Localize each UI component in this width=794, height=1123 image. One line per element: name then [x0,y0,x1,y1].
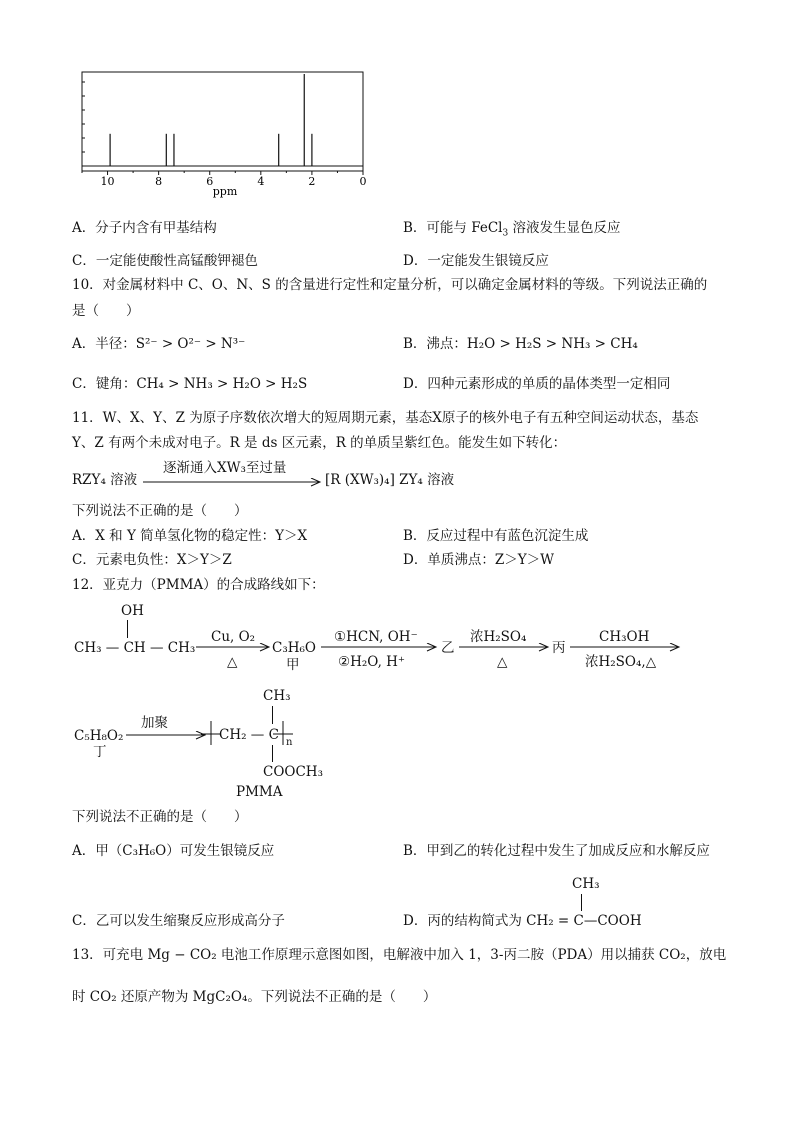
q12-option-d-ch3: CH₃ [572,876,600,892]
q12-start-bond [127,620,128,638]
nmr-frame [82,72,363,171]
q11-stem-line1: 11．W、X、Y、Z 为原子序数依次增大的短周期元素，基态X原子的核外电子有五种空间运动状态，基态 [72,410,699,426]
q12-start-oh: OH [121,603,144,619]
q9-option-a: A．分子内含有甲基结构 [72,220,217,236]
q12-stem: 12．亚克力（PMMA）的合成路线如下： [72,577,325,593]
q10-option-b: B．沸点：H₂O > H₂S > NH₃ > CH₄ [403,336,638,352]
q12-option-b: B．甲到乙的转化过程中发生了加成反应和水解反应 [403,843,710,859]
q12-step2-arrow [321,643,439,653]
q12-pmma-top: CH₃ [263,688,291,704]
q11-option-d: D．单质沸点：Z＞Y＞W [403,552,554,568]
q9-option-c: C．一定能使酸性高锰酸钾褪色 [72,253,258,269]
q10-stem-line2: 是（ ） [72,303,140,319]
q12-yi-label: 乙 [441,640,455,656]
q12-step4-condition: 浓H₂SO₄,△ [585,654,657,670]
nmr-tick-label: 2 [308,175,316,188]
q13-line2: 时 CO₂ 还原产物为 MgC₂O₄。下列说法不正确的是（ ） [72,989,437,1005]
q12-pmma-chain: CH₂ — C [219,727,279,743]
q12-step5-reagent: 加聚 [141,715,168,731]
q12-jia-label: 甲 [286,657,300,673]
q12-step2-reagent: ①HCN, OH⁻ [334,629,418,645]
q12-step3-reagent: 浓H₂SO₄ [470,629,527,645]
nmr-tick-label: 8 [155,175,163,188]
q12-pmma-n: n [286,737,293,748]
q13-line1: 13．可充电 Mg − CO₂ 电池工作原理示意图如图，电解液中加入 1，3-丙二胺（PDA）用以捕获 CO₂，放电 [72,947,727,963]
q12-step4-reagent: CH₃OH [599,629,650,645]
q12-step4-arrow [570,643,682,653]
q12-step1-arrow [196,643,272,653]
q12-step1-condition: △ [227,654,238,670]
nmr-xlabel: ppm [212,185,238,198]
q9-option-b: B．可能与 FeCl$_3$ 溶液发生显色反应 [403,220,621,239]
q12-step1-reagent: Cu, O₂ [211,629,256,645]
q12-pmma-bottom-bond [272,745,273,762]
q10-stem-line1: 10．对金属材料中 C、O、N、S 的含量进行定性和定量分析，可以确定金属材料的等级。下列说法正确的 [72,277,708,293]
q11-reaction-arrow [143,478,323,488]
q12-option-d: D．丙的结构简式为 CH₂ = C—COOH [403,913,642,929]
q12-ding-formula: C₅H₈O₂ [74,728,124,744]
q11-option-c: C．元素电负性：X＞Y＞Z [72,552,232,568]
nmr-tick-label: 0 [359,175,367,188]
q12-start-chain: CH₃ — CH — CH₃ [74,640,196,656]
q12-bing-label: 丙 [552,640,566,656]
q12-step2-condition: ②H₂O, H⁺ [338,654,406,670]
q12-step5-arrow [126,731,208,741]
q12-option-d-bond [581,894,582,911]
q12-jia-formula: C₃H₆O [272,640,316,656]
q12-question: 下列说法不正确的是（ ） [72,809,248,825]
q12-option-c: C．乙可以发生缩聚反应形成高分子 [72,913,285,929]
q10-option-a: A．半径：S²⁻ > O²⁻ > N³⁻ [72,336,246,352]
q10-option-c: C．键角：CH₄ > NH₃ > H₂O > H₂S [72,376,308,392]
q11-arrow-label: 逐渐通入XW₃至过量 [163,460,287,476]
q12-option-a: A．甲（C₃H₆O）可发生银镜反应 [72,843,275,859]
q11-option-a: A．X 和 Y 简单氢化物的稳定性：Y＞X [72,528,308,544]
q11-question: 下列说法不正确的是（ ） [72,503,248,519]
nmr-tick-label: 10 [100,175,115,188]
nmr-tick-label: 6 [206,175,214,188]
q11-product: [R (XW₃)₄] ZY₄ 溶液 [325,472,455,488]
q12-pmma-label: PMMA [236,784,283,800]
q12-step3-arrow [459,643,551,653]
q11-option-b: B．反应过程中有蓝色沉淀生成 [403,528,589,544]
q12-step3-condition: △ [497,654,508,670]
q10-option-d: D．四种元素形成的单质的晶体类型一定相同 [403,376,671,392]
q12-ding-label: 丁 [93,744,107,760]
q11-stem-line2: Y、Z 有两个未成对电子。R 是 ds 区元素，R 的单质呈紫红色。能发生如下转化： [72,435,567,451]
q11-reactant: RZY₄ 溶液 [72,472,138,488]
q12-pmma-bottom: COOCH₃ [263,764,323,780]
q12-pmma-top-bond [272,706,273,724]
q9-option-d: D．一定能发生银镜反应 [403,253,549,269]
nmr-spectrum [70,66,380,201]
nmr-tick-label: 4 [257,175,265,188]
